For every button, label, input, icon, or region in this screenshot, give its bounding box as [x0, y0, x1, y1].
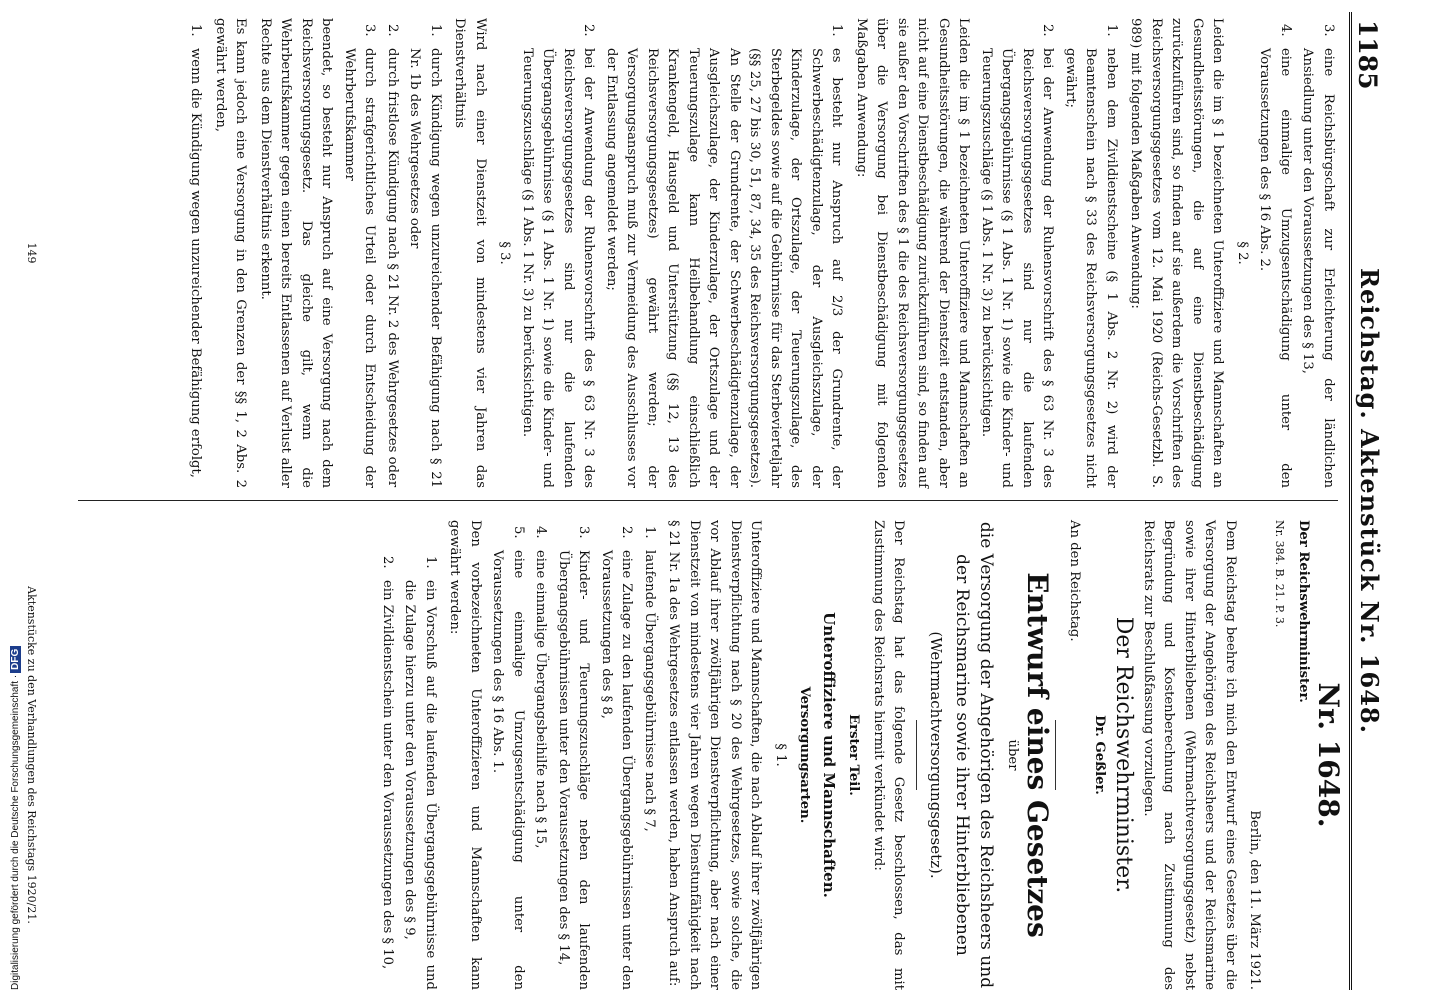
list-item	[1060, 18, 1122, 488]
list-item-number: 1.	[188, 24, 204, 37]
intro-text: Dem Reichstag beehre ich mich den Entwurf eines Gesetzes über die Versorgung der Angehörigen des Reichsheers und der Reichsmarine sowie ihrer Hinterbliebenen (Wehrmachtversorgungsgesetz) nebst Begründung und Kostenberechnung nach Zustimmung des Reichsrats zur Beschlußfassung vorzulegen.	[1141, 520, 1238, 990]
paragraph-3-list-c	[185, 18, 206, 488]
list-item-text: eine Zulage zu den laufenden Übergangsgebührnissen unter den Voraussetzungen des § 8,	[599, 550, 635, 990]
paragraph-2-list	[976, 18, 1122, 488]
list-item	[404, 18, 445, 488]
list-item-number: 1.	[1104, 24, 1119, 37]
list-item	[487, 520, 528, 990]
list-item-text: es besteht nur Anspruch auf 2/3 der Grundrente, der Schwerbeschädigtenzulage, der Ausgleichszulage, der Kinderzulage, der Ortszulage, der Teuerungszulage, des Sterbegeldes sowie auf die Gebührnisse für das Sterbevierteljahr (§§ 25, 27 bis 30, 51, 87, 34, 35 des Reichsversorgungsgesetzes). An Stelle der Grundrente, der Schwerbeschädigtenzulage, der Ausgleichszulage, der Kinderzulage, der Ortszulage und der Teuerungszulage kann Heilbehandlung einschließlich Krankengeld, Hausgeld und Unterstützung (§§ 12, 13 des Reichsversorgungsgesetzes) gewährt werden; der Versorgungsanspruch muß zur Vermeidung des Ausschlusses vor der Entlassung angemeldet werden;	[604, 48, 845, 488]
list-item-text: Kinder- und Teuerungszuschläge neben den laufenden Übergangsgebührnissen unter den Voraussetzungen des § 14,	[556, 550, 592, 990]
list-item	[530, 520, 551, 990]
draft-title: Entwurf eines Gesetzes	[1021, 572, 1054, 938]
list-item-number: 3.	[576, 526, 592, 539]
separator-rule	[1055, 720, 1056, 790]
paragraph-3-list	[339, 18, 446, 488]
enactment-clause: Der Reichstag hat das folgende Gesetz beschlossen, das mit Zustimmung des Reichsrats hiermit verkündet wird:	[871, 520, 907, 990]
list-item-text: ein Vorschuß auf die laufenden Übergangsgebührnisse und die Zulage hierzu unter den Voraussetzungen des § 9,	[402, 580, 438, 990]
list-item	[976, 18, 1058, 488]
list-item	[1254, 18, 1295, 488]
list-item	[339, 18, 380, 488]
list-item-text: wenn die Kündigung wegen unzureichender Befähigung erfolgt,	[188, 48, 204, 478]
reference-number: Nr. 384. B. 21. P. 3.	[1273, 520, 1286, 628]
list-item	[517, 18, 599, 488]
separator-rule	[917, 720, 918, 790]
list-item-text: ein Zivildienstschein unter den Voraussetzungen des § 10,	[380, 580, 395, 970]
list-item-number: 2.	[619, 526, 635, 539]
list-item-number: 2.	[380, 556, 395, 569]
about-word: über	[1005, 739, 1021, 771]
list-item-number: 3.	[362, 24, 378, 37]
paragraph-3-heading: § 3.	[497, 241, 513, 265]
list-item	[185, 18, 206, 488]
document-number: Nr. 1648.	[1312, 682, 1345, 828]
page-header	[1349, 12, 1390, 990]
list-item	[601, 18, 847, 488]
paragraph-3-text-b: beendet, so besteht nur Anspruch auf eine Versorgung nach dem Reichsversorgungsgesetz. Das gleiche gilt, wenn die Wehrberufskammer gegen einen bereits Entlassenen auf Verlust aller Rechte aus dem Dienstverhältnis erkennt.	[258, 18, 335, 488]
list-item	[639, 520, 660, 990]
list-item-text: eine Reichsbürgschaft zur Erleichterung der ländlichen Ansiedlung unter den Voraussetzungen des § 13,	[1300, 48, 1336, 488]
list-item-number: 1.	[428, 24, 443, 37]
signature-name: Dr. Geßler.	[1092, 715, 1107, 795]
date-line: Berlin, den 11. März 1921.	[1247, 810, 1263, 990]
list-item-text: durch fristlose Kündigung nach § 21 Nr. 2 des Wehrgesetzes oder	[385, 48, 400, 488]
paragraph-3-text: Wird nach einer Dienstzeit von mindestens vier Jahren das Dienstverhältnis	[452, 18, 488, 488]
list-item	[399, 520, 440, 990]
list-item-number: 5.	[511, 526, 526, 539]
list-item-text: eine einmalige Umzugsentschädigung unter den Voraussetzungen des § 16 Abs. 1.	[490, 550, 526, 990]
list-item-text: bei der Anwendung der Ruhensvorschrift des § 63 Nr. 3 des Reichsversorgungsgesetzes sind nur die laufenden Übergangsgebührnisse (§ 1 Abs. 1 Nr. 1) sowie die Kinder- und Teuerungszuschläge (§ 1 Abs. 1 Nr. 3) zu berücksichtigen.	[979, 48, 1056, 488]
list-item-number: 4.	[533, 526, 549, 539]
list-item	[382, 18, 403, 488]
list-item-text: durch Kündigung wegen unzureichender Befähigung nach § 21 Nr. 1b des Wehrgesetzes oder	[407, 48, 443, 488]
paragraph-2-list-b	[517, 18, 847, 488]
list-item-text: laufende Übergangsgebührnisse nach § 7,	[642, 550, 657, 832]
list-item	[596, 520, 637, 990]
list-item-text: eine einmalige Übergangsbeihilfe nach § 15,	[533, 550, 549, 849]
paragraph-1-list-b	[377, 520, 441, 990]
list-item-number: 2.	[1040, 24, 1056, 37]
list-item-text: neben dem Zivildienstscheine (§ 1 Abs. 2 Nr. 2) wird der Beamtenschein nach § 33 des Reichsversorgungsgesetzes nicht gewährt;	[1063, 48, 1119, 488]
paragraph-2-text: Leiden die im § 1 bezeichneten Unteroffiziere und Mannschaften an Gesundheitsstörungen, die auf eine Dienstbeschädigung zurückzuführen sind, so finden auf sie außerdem die Vorschriften des Reichsversorgungsgesetzes vom 12. Mai 1920 (Reichs-Gesetzbl. S. 989) mit folgenden Maßgaben Anwendung:	[1128, 18, 1226, 488]
list-item	[1297, 18, 1338, 488]
right-column	[183, 18, 1338, 488]
credit-text: Digitalisierung gefördert durch die Deutsche Forschungsgemeinschaft ·	[10, 674, 21, 990]
addressee: An den Reichstag.	[1067, 520, 1083, 642]
column-divider	[78, 500, 1338, 501]
part-heading: Erster Teil.	[846, 714, 862, 796]
short-title: (Wehrmachtversorgungsgesetz).	[927, 631, 945, 879]
list-item-number: 1.	[423, 556, 438, 569]
list-item-number: 2.	[581, 24, 597, 37]
continued-list	[1254, 18, 1338, 488]
page-number: 1185	[1353, 20, 1382, 90]
paragraph-1-text: Unteroffiziere und Mannschaften, die nach Ablauf ihrer zwölfjährigen Dienstverpflichtung nach § 20 des Wehrgesetzes, sowie solche, die vor Ablauf ihrer zwölfjährigen Dienstverpflichtung, aber nach einer Dienstzeit von mindestens vier Jahren wegen Dienstunfähigkeit nach § 21 Nr. 1a des Wehrgesetzes entlassen werden, haben Anspruch auf:	[666, 520, 764, 990]
page-footer-number: 149	[25, 242, 38, 264]
dfg-logo: DFG	[10, 646, 21, 673]
header-title: Reichstag. Aktenstück Nr. 1648.	[1355, 268, 1384, 734]
paragraph-2-heading: § 2.	[1235, 241, 1250, 265]
paragraph-1-heading: § 1.	[773, 743, 788, 767]
list-item	[377, 520, 398, 990]
list-item-number: 4.	[1278, 24, 1293, 37]
list-item-number: 1.	[829, 24, 845, 37]
list-item-number: 3.	[1321, 24, 1336, 37]
signature-title: Der Reichswehrminister.	[1111, 616, 1137, 894]
document-footer: Aktenstücke zu den Verhandlungen des Reichstags 1920/21.	[25, 586, 38, 924]
draft-subject: die Versorgung der Angehörigen des Reichsheers und der Reichsmarine sowie ihrer Hinterbliebenen	[952, 521, 996, 989]
part-title: Unteroffiziere und Mannschaften.	[820, 612, 838, 898]
section-title: Versorgungsarten.	[797, 686, 813, 824]
paragraph-2-text-b: Leiden die im § 1 bezeichneten Unteroffiziere und Mannschaften an Gesundheitsstörungen, die während der Dienstzeit entstanden, aber nicht auf eine Dienstbeschädigung zurückzuführen sind, so finden auf sie außer den Vorschriften des § 1 die des Reichsversorgungsgesetzes über die Versorgung bei Dienstbeschädigung mit folgenden Maßgaben Anwendung:	[854, 18, 972, 488]
list-item-text: eine einmalige Umzugsentschädigung unter den Voraussetzungen des § 16 Abs. 2.	[1257, 48, 1293, 488]
list-item-number: 2.	[385, 24, 400, 37]
paragraph-1-followup: Den vorbezeichneten Unteroffizieren und Mannschaften kann gewährt werden:	[447, 520, 483, 990]
left-column	[375, 520, 1345, 990]
list-item-number: 1.	[642, 526, 657, 539]
minister-heading: Der Reichswehrminister.	[1296, 520, 1312, 703]
list-item	[553, 520, 594, 990]
list-item-text: bei der Anwendung der Ruhensvorschrift des § 63 Nr. 3 des Reichsversorgungsgesetzes sind nur die laufenden Übergangsgebührnisse (§ 1 Abs. 1 Nr. 1) sowie die Kinder- und Teuerungszuschläge (§ 1 Abs. 1 Nr. 3) zu berücksichtigen.	[520, 48, 597, 488]
list-item-text: durch strafgerichtliches Urteil oder durch Entscheidung der Wehrberufskammer	[342, 48, 378, 488]
paragraph-3-text-c: Es kann jedoch eine Versorgung in den Grenzen der §§ 1, 2 Abs. 2 gewährt werden,	[213, 18, 249, 488]
paragraph-1-list	[487, 520, 659, 990]
